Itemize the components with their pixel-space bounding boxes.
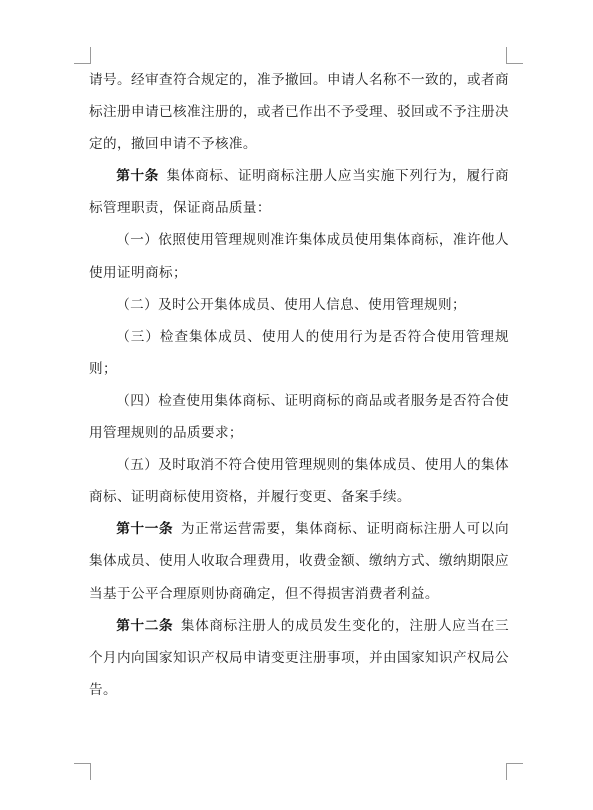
paragraph-text: 请号。经审查符合规定的，准予撤回。申请人名称不一致的，或者商标注册申请已核准注册的，或者已作出不予受理、驳回或不予注册决定的，撤回申请不予核准。 — [89, 72, 509, 153]
paragraph-text: （一）依照使用管理规则准许集体成员使用集体商标，准许他人使用证明商标； — [89, 232, 509, 281]
article-number: 第十二条 — [116, 617, 174, 634]
article-12-paragraph — [89, 610, 509, 706]
list-item-4 — [89, 385, 509, 449]
list-item-1 — [89, 224, 509, 288]
paragraph-text: （五）及时取消不符合使用管理规则的集体成员、使用人的集体商标、证明商标使用资格，并履行变更、备案手续。 — [89, 457, 509, 506]
page-corner-mark-bottom-left — [74, 763, 91, 780]
paragraph-text: 为正常运营需要，集体商标、证明商标注册人可以向集体成员、使用人收取合理费用，收费金额、缴纳方式、缴纳期限应当基于公平合理原则协商确定，但不得损害消费者利益。 — [89, 521, 510, 602]
article-number: 第十一条 — [116, 521, 174, 538]
paragraph-text: （三）检查集体成员、使用人的使用行为是否符合使用管理规则； — [89, 328, 509, 377]
list-item-5 — [89, 449, 509, 513]
paragraph-text: （四）检查使用集体商标、证明商标的商品或者服务是否符合使用管理规则的品质要求； — [89, 392, 509, 442]
paragraph-text: 集体商标、证明商标注册人应当实施下列行为，履行商标管理职责，保证商品质量： — [89, 168, 510, 217]
article-11-paragraph — [89, 513, 509, 609]
paragraph-text: 集体商标注册人的成员发生变化的，注册人应当在三个月内向国家知识产权局申请变更注册事项，并由国家知识产权局公告。 — [89, 617, 510, 698]
list-item-3 — [89, 321, 509, 385]
document-page-body — [89, 64, 509, 706]
page-corner-mark-top-left — [74, 47, 91, 64]
paragraph-text: （二）及时公开集体成员、使用人信息、使用管理规则； — [116, 296, 467, 313]
article-number: 第十条 — [116, 168, 160, 185]
page-corner-mark-top-right — [506, 47, 523, 64]
page-corner-mark-bottom-right — [506, 763, 523, 780]
article-10-paragraph — [89, 160, 509, 224]
list-item-2 — [89, 289, 509, 321]
paragraph-continuation — [89, 64, 509, 160]
